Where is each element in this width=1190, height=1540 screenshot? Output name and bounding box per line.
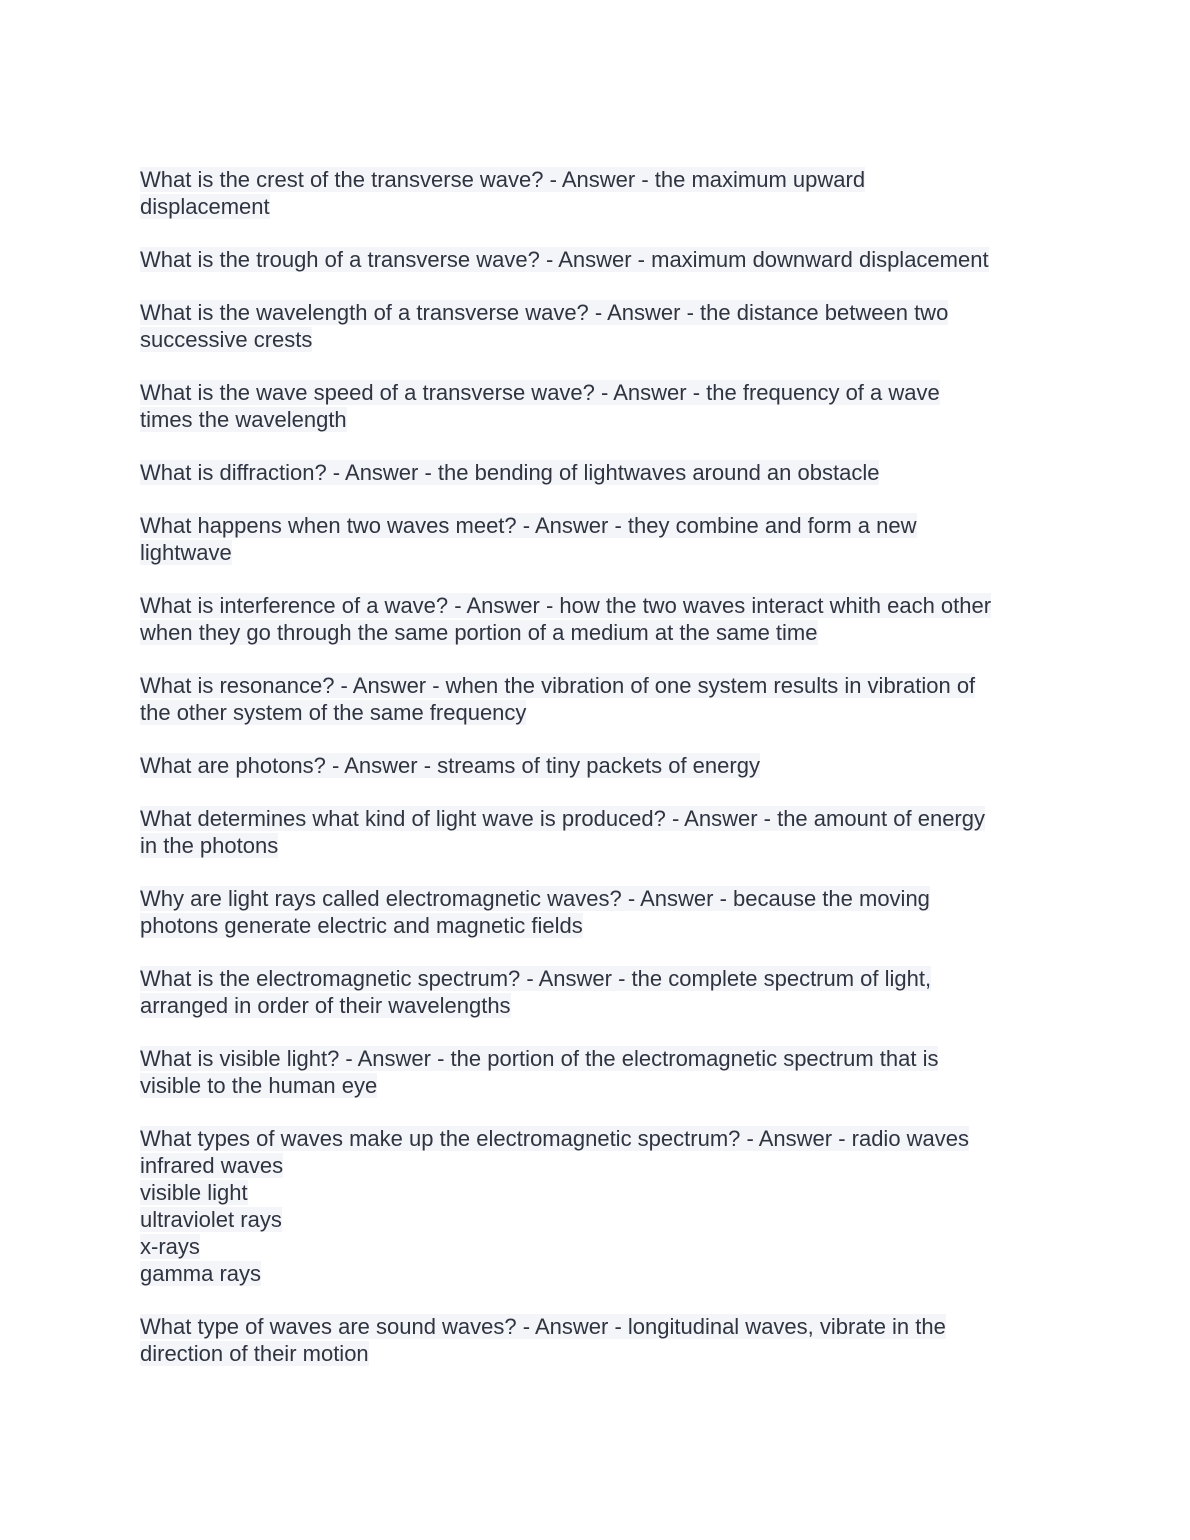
qa-item [140,885,1050,939]
qa-item [140,166,1050,220]
qa-text: What is interference of a wave? - Answer - how the two waves interact whith each other [140,593,992,618]
qa-item [140,512,1050,566]
qa-line [140,1313,1050,1340]
qa-line [140,1045,1050,1072]
qa-item [140,379,1050,433]
qa-item [140,672,1050,726]
qa-text: when they go through the same portion of a medium at the same time [140,620,818,645]
qa-text: photons generate electric and magnetic fields [140,913,583,938]
qa-text: What determines what kind of light wave is produced? - Answer - the amount of energy [140,806,985,831]
qa-line [140,326,1050,353]
qa-line [140,832,1050,859]
qa-item [140,805,1050,859]
qa-text: direction of their motion [140,1341,369,1366]
qa-item [140,1045,1050,1099]
qa-item [140,752,1050,779]
qa-text: What types of waves make up the electromagnetic spectrum? - Answer - radio waves [140,1126,970,1151]
qa-line [140,1072,1050,1099]
qa-item [140,299,1050,353]
qa-text: visible light [140,1180,248,1205]
qa-item [140,592,1050,646]
qa-text: visible to the human eye [140,1073,378,1098]
qa-text: What is the wave speed of a transverse wave? - Answer - the frequency of a wave [140,380,940,405]
qa-text: displacement [140,194,270,219]
qa-line [140,1179,1050,1206]
qa-text: What happens when two waves meet? - Answer - they combine and form a new [140,513,917,538]
qa-line [140,672,1050,699]
qa-line [140,539,1050,566]
qa-text: ultraviolet rays [140,1207,282,1232]
qa-item [140,1313,1050,1367]
qa-text: What is the wavelength of a transverse wave? - Answer - the distance between two [140,300,949,325]
qa-text: What is the electromagnetic spectrum? - Answer - the complete spectrum of light, [140,966,932,991]
qa-text: gamma rays [140,1261,262,1286]
qa-line [140,1340,1050,1367]
qa-text: successive crests [140,327,313,352]
qa-line [140,592,1050,619]
qa-text: the other system of the same frequency [140,700,527,725]
qa-item [140,1125,1050,1287]
qa-text: lightwave [140,540,232,565]
qa-line [140,1260,1050,1287]
qa-item [140,246,1050,273]
qa-line [140,992,1050,1019]
qa-line [140,1233,1050,1260]
qa-text: What is diffraction? - Answer - the bending of lightwaves around an obstacle [140,460,880,485]
qa-item [140,459,1050,486]
qa-text: What is visible light? - Answer - the portion of the electromagnetic spectrum that is [140,1046,939,1071]
qa-text: Why are light rays called electromagnetic waves? - Answer - because the moving [140,886,930,911]
qa-text: x-rays [140,1234,200,1259]
qa-line [140,1125,1050,1152]
qa-line [140,459,1050,486]
qa-line [140,379,1050,406]
qa-line [140,1206,1050,1233]
qa-line [140,805,1050,832]
qa-item [140,965,1050,1019]
qa-text: What is the crest of the transverse wave? - Answer - the maximum upward [140,167,866,192]
qa-text: infrared waves [140,1153,284,1178]
qa-line [140,965,1050,992]
qa-line [140,406,1050,433]
qa-line [140,246,1050,273]
qa-text: in the photons [140,833,279,858]
qa-text: What type of waves are sound waves? - Answer - longitudinal waves, vibrate in the [140,1314,946,1339]
qa-text: arranged in order of their wavelengths [140,993,511,1018]
qa-line [140,193,1050,220]
qa-line [140,166,1050,193]
qa-line [140,619,1050,646]
qa-line [140,752,1050,779]
qa-line [140,699,1050,726]
document-page [140,166,1050,1393]
qa-text: What is resonance? - Answer - when the vibration of one system results in vibration of [140,673,976,698]
qa-line [140,912,1050,939]
qa-line [140,512,1050,539]
qa-text: What is the trough of a transverse wave? - Answer - maximum downward displacement [140,247,989,272]
qa-text: times the wavelength [140,407,347,432]
qa-line [140,1152,1050,1179]
qa-line [140,299,1050,326]
qa-text: What are photons? - Answer - streams of tiny packets of energy [140,753,760,778]
qa-line [140,885,1050,912]
